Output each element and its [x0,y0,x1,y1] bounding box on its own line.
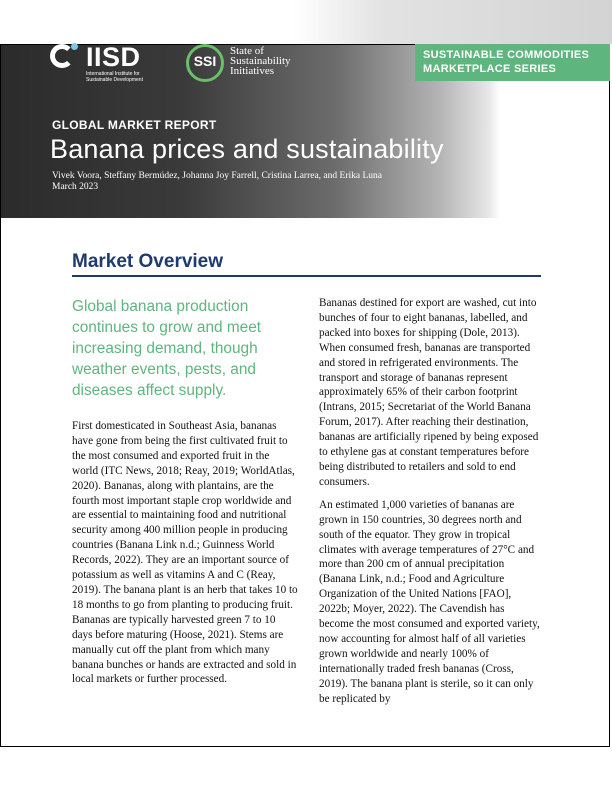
iisd-wordmark: IISD [86,42,141,72]
top-background [0,0,612,44]
right-column [319,296,541,714]
section-divider [72,275,541,277]
authors-line: Vivek Voora, Steffany Bermúdez, Johanna Joy Farrell, Cristina Larrea, and Erika Luna [52,171,382,181]
report-kicker: GLOBAL MARKET REPORT [52,118,217,132]
report-byline [52,171,382,193]
iisd-subtitle: International Institute for Sustainable Development [86,71,143,83]
series-badge: SUSTAINABLE COMMODITIES MARKETPLACE SERIES [415,44,610,81]
paragraph: First domesticated in Southeast Asia, bananas have gone from being the first cultivated fruit to the most consumed and exported fruit in the world (ITC News, 2018; Reay, 2019; WorldAtlas, 2020). Bananas, along with plantains, are the fourth most important staple crop worldwide and are essential to maintaining food and nutritional security among 400 million people in producing countries (Banana Link n.d.; Guinness World Records, 2022). They are an important source of potassium as well as vitamins A and C (Reay, 2019). The banana plant is an herb that takes 10 to 18 months to go from planting to producing fruit. Bananas are typically harvested green 7 to 10 days before maturing (Hoose, 2021). Stems are manually cut off the plant from which many banana bunches or hands are extracted and sold in local markets or further processed. [72,420,298,686]
report-title: Banana prices and sustainability [50,134,444,164]
paragraph: An estimated 1,000 varieties of bananas are grown in 150 countries, 30 degrees north and south of the equator. They grow in tropical climates with average temperatures of 27°C and more than 200 cm of annual precipitation (Banana Link, n.d.; Food and Agriculture Organization of the United Nations [FAO], 2022b; Moyer, 2022). The Cavendish has become the most consumed and exported variety, now accounting for almost half of all varieties grown worldwide and nearly 100% of internationally traded fresh bananas (Cross, 2019). The banana plant is sterile, so it can only be replicated by [319,498,540,705]
section-title: Market Overview [72,251,224,272]
ssi-abbr: SSI [193,53,217,69]
pullquote: Global banana production continues to grow and meet increasing demand, though weather events, pests, and diseases affect supply. [72,298,262,399]
iisd-logo [50,42,180,90]
iisd-dot-icon [71,43,78,50]
ssi-name: State of Sustainability Initiatives [230,45,291,77]
paragraph: Bananas destined for export are washed, cut into bunches of four to eight bananas, labelled, and packed into boxes for shipping (Dole, 2013). When consumed fresh, bananas are transported and stored in refrigerated environments. The transport and storage of bananas represent approximately 65% of their carbon footprint (Intrans, 2015; Secretariat of the World Banana Forum, 2017). After reaching their destination, bananas are artificially ripened by being exposed to ethylene gas at constant temperatures before being distributed to retailers and sold to end consumers. [319,297,539,488]
ssi-logo [186,44,306,84]
left-column [72,419,298,695]
date-line: March 2023 [52,182,99,192]
